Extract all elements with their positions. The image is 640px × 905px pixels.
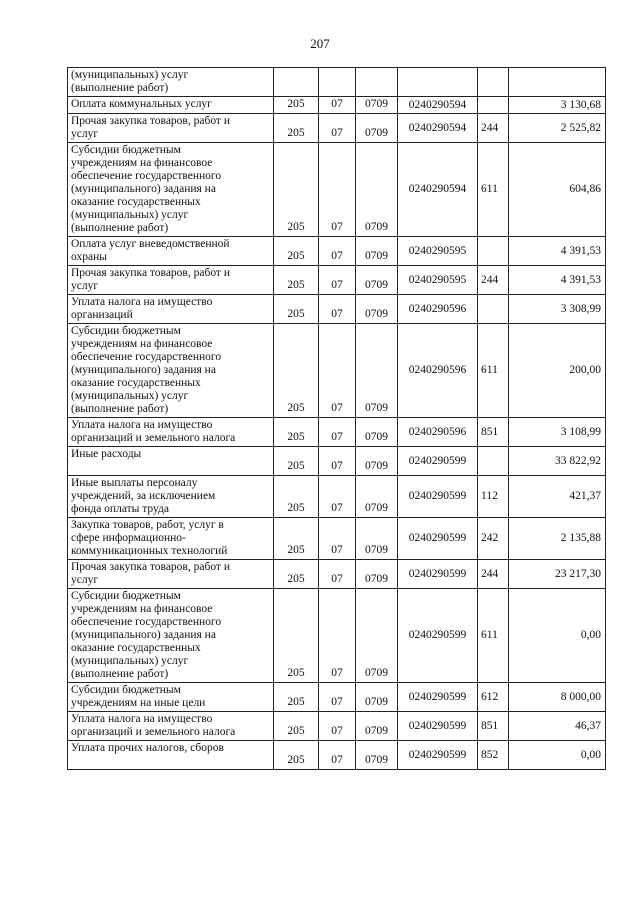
name-line: (муниципального) задания на	[71, 364, 216, 376]
cell-subsection: 0709	[356, 683, 398, 712]
name-line: (муниципальных) услуг	[71, 390, 189, 402]
page-number: 207	[310, 36, 330, 51]
cell-amount: 3 108,99	[509, 418, 606, 447]
cell-expense-type	[478, 97, 509, 114]
cell-amount: 0,00	[509, 589, 606, 683]
table-row	[68, 266, 606, 295]
cell-subsection	[356, 68, 398, 97]
table-row	[68, 683, 606, 712]
name-line: (муниципальных) услуг	[71, 209, 189, 221]
name-line: Субсидии бюджетным	[71, 144, 181, 156]
cell-department: 205	[274, 683, 319, 712]
name-line: учреждениям на финансовое	[71, 338, 213, 350]
cell-subsection: 0709	[356, 560, 398, 589]
cell-subsection: 0709	[356, 447, 398, 476]
cell-target-article: 0240290596	[398, 418, 478, 447]
cell-subsection: 0709	[356, 324, 398, 418]
cell-target-article: 0240290599	[398, 712, 478, 741]
cell-subsection: 0709	[356, 712, 398, 741]
cell-expense-type: 611	[478, 143, 509, 237]
cell-target-article: 0240290599	[398, 518, 478, 560]
cell-expense-type	[478, 295, 509, 324]
cell-expense-type: 244	[478, 114, 509, 143]
cell-name	[68, 114, 274, 143]
cell-name	[68, 589, 274, 683]
cell-target-article: 0240290599	[398, 589, 478, 683]
cell-amount: 2 525,82	[509, 114, 606, 143]
cell-amount	[509, 68, 606, 97]
cell-section: 07	[319, 237, 356, 266]
table-row	[68, 114, 606, 143]
name-line: (муниципального) задания на	[71, 629, 216, 641]
cell-section: 07	[319, 143, 356, 237]
name-line: охраны	[71, 251, 107, 263]
cell-department: 205	[274, 266, 319, 295]
cell-section	[319, 68, 356, 97]
cell-name	[68, 295, 274, 324]
name-line: Прочая закупка товаров, работ и	[71, 115, 230, 127]
name-line: Закупка товаров, работ, услуг в	[71, 519, 224, 531]
cell-amount: 3 130,68	[509, 97, 606, 114]
cell-amount: 33 822,92	[509, 447, 606, 476]
cell-amount: 4 391,53	[509, 266, 606, 295]
name-line: (выполнение работ)	[71, 668, 169, 680]
cell-section: 07	[319, 114, 356, 143]
cell-name	[68, 237, 274, 266]
cell-name	[68, 476, 274, 518]
cell-amount: 604,86	[509, 143, 606, 237]
name-line: оказание государственных	[71, 377, 201, 389]
table-row	[68, 447, 606, 476]
name-line: Оплата услуг вневедомственной	[71, 238, 230, 250]
cell-name	[68, 560, 274, 589]
cell-department: 205	[274, 712, 319, 741]
name-line: коммуникационных технологий	[71, 545, 228, 557]
name-line: Иные расходы	[71, 448, 142, 460]
cell-name	[68, 266, 274, 295]
cell-target-article: 0240290599	[398, 447, 478, 476]
name-line	[71, 755, 270, 768]
name-line: Субсидии бюджетным	[71, 590, 181, 602]
cell-section: 07	[319, 560, 356, 589]
table-row	[68, 97, 606, 114]
cell-expense-type: 612	[478, 683, 509, 712]
cell-name	[68, 418, 274, 447]
name-line: Прочая закупка товаров, работ и	[71, 561, 230, 573]
cell-target-article: 0240290595	[398, 237, 478, 266]
cell-department: 205	[274, 114, 319, 143]
table-row	[68, 712, 606, 741]
name-line: (муниципальных) услуг	[71, 655, 189, 667]
cell-name	[68, 68, 274, 97]
table-row	[68, 518, 606, 560]
cell-target-article: 0240290594	[398, 114, 478, 143]
cell-department: 205	[274, 97, 319, 114]
name-line: Уплата прочих налогов, сборов	[71, 742, 224, 754]
name-line: организаций и земельного налога	[71, 432, 236, 444]
cell-department: 205	[274, 295, 319, 324]
cell-amount: 3 308,99	[509, 295, 606, 324]
cell-amount: 0,00	[509, 741, 606, 770]
cell-name	[68, 97, 274, 114]
cell-name	[68, 683, 274, 712]
name-line: услуг	[71, 128, 99, 140]
name-line: организаций	[71, 309, 133, 321]
name-line: (выполнение работ)	[71, 82, 169, 94]
cell-name	[68, 741, 274, 770]
cell-subsection: 0709	[356, 237, 398, 266]
cell-amount: 4 391,53	[509, 237, 606, 266]
cell-subsection: 0709	[356, 476, 398, 518]
cell-expense-type: 611	[478, 324, 509, 418]
cell-target-article: 0240290594	[398, 97, 478, 114]
cell-section: 07	[319, 589, 356, 683]
name-line: услуг	[71, 574, 99, 586]
name-line: Субсидии бюджетным	[71, 325, 181, 337]
table-row	[68, 295, 606, 324]
table-row	[68, 560, 606, 589]
name-line: фонда оплаты труда	[71, 503, 170, 515]
name-line: Субсидии бюджетным	[71, 684, 181, 696]
cell-section: 07	[319, 418, 356, 447]
name-line: обеспечение государственного	[71, 351, 222, 363]
cell-target-article: 0240290599	[398, 560, 478, 589]
name-line: Уплата налога на имущество	[71, 419, 213, 431]
table-row	[68, 68, 606, 97]
table-row	[68, 237, 606, 266]
cell-section: 07	[319, 712, 356, 741]
table-row	[68, 741, 606, 770]
name-line: Уплата налога на имущество	[71, 296, 213, 308]
name-line: учреждениям на финансовое	[71, 603, 213, 615]
name-line: Оплата коммунальных услуг	[71, 98, 212, 110]
cell-subsection: 0709	[356, 589, 398, 683]
cell-section: 07	[319, 324, 356, 418]
name-line: Прочая закупка товаров, работ и	[71, 267, 230, 279]
name-line: учреждениям на иные цели	[71, 697, 206, 709]
cell-amount: 2 135,88	[509, 518, 606, 560]
cell-subsection: 0709	[356, 518, 398, 560]
cell-subsection: 0709	[356, 266, 398, 295]
name-line: Иные выплаты персоналу	[71, 477, 198, 489]
table-body	[68, 68, 606, 770]
name-line: услуг	[71, 280, 99, 292]
cell-section: 07	[319, 518, 356, 560]
cell-expense-type: 242	[478, 518, 509, 560]
cell-subsection: 0709	[356, 418, 398, 447]
cell-target-article: 0240290599	[398, 683, 478, 712]
cell-target-article: 0240290596	[398, 295, 478, 324]
cell-expense-type: 112	[478, 476, 509, 518]
cell-name	[68, 324, 274, 418]
table-row	[68, 324, 606, 418]
cell-department	[274, 68, 319, 97]
cell-subsection: 0709	[356, 741, 398, 770]
name-line: (муниципальных) услуг	[71, 69, 189, 81]
cell-target-article	[398, 68, 478, 97]
cell-department: 205	[274, 237, 319, 266]
name-line: (муниципального) задания на	[71, 183, 216, 195]
name-line: сфере информационно-	[71, 532, 186, 544]
cell-department: 205	[274, 418, 319, 447]
cell-name	[68, 712, 274, 741]
cell-expense-type: 244	[478, 266, 509, 295]
cell-department: 205	[274, 518, 319, 560]
cell-amount: 8 000,00	[509, 683, 606, 712]
cell-department: 205	[274, 476, 319, 518]
cell-section: 07	[319, 683, 356, 712]
name-line: учреждений, за исключением	[71, 490, 216, 502]
cell-target-article: 0240290596	[398, 324, 478, 418]
table-row	[68, 476, 606, 518]
cell-amount: 46,37	[509, 712, 606, 741]
cell-section: 07	[319, 476, 356, 518]
cell-department: 205	[274, 447, 319, 476]
name-line: учреждениям на финансовое	[71, 157, 213, 169]
cell-amount: 23 217,30	[509, 560, 606, 589]
cell-subsection: 0709	[356, 143, 398, 237]
cell-target-article: 0240290595	[398, 266, 478, 295]
cell-subsection: 0709	[356, 114, 398, 143]
cell-department: 205	[274, 560, 319, 589]
cell-expense-type: 852	[478, 741, 509, 770]
budget-table	[67, 67, 606, 770]
name-line: организаций и земельного налога	[71, 726, 236, 738]
cell-expense-type	[478, 447, 509, 476]
name-line: (выполнение работ)	[71, 222, 169, 234]
name-line: оказание государственных	[71, 196, 201, 208]
table-row	[68, 143, 606, 237]
cell-expense-type	[478, 68, 509, 97]
cell-department: 205	[274, 741, 319, 770]
table-row	[68, 589, 606, 683]
cell-amount: 421,37	[509, 476, 606, 518]
cell-department: 205	[274, 324, 319, 418]
cell-name	[68, 518, 274, 560]
name-line: обеспечение государственного	[71, 616, 222, 628]
cell-department: 205	[274, 589, 319, 683]
cell-name	[68, 447, 274, 476]
cell-department: 205	[274, 143, 319, 237]
cell-expense-type: 851	[478, 418, 509, 447]
cell-section: 07	[319, 447, 356, 476]
name-line: обеспечение государственного	[71, 170, 222, 182]
cell-target-article: 0240290599	[398, 741, 478, 770]
name-line: Уплата налога на имущество	[71, 713, 213, 725]
cell-target-article: 0240290599	[398, 476, 478, 518]
cell-section: 07	[319, 266, 356, 295]
name-line: (выполнение работ)	[71, 403, 169, 415]
cell-subsection: 0709	[356, 97, 398, 114]
cell-section: 07	[319, 295, 356, 324]
table-row	[68, 418, 606, 447]
cell-section: 07	[319, 97, 356, 114]
cell-amount: 200,00	[509, 324, 606, 418]
cell-expense-type: 244	[478, 560, 509, 589]
cell-subsection: 0709	[356, 295, 398, 324]
cell-section: 07	[319, 741, 356, 770]
cell-name	[68, 143, 274, 237]
name-line: оказание государственных	[71, 642, 201, 654]
cell-expense-type	[478, 237, 509, 266]
name-line	[71, 461, 270, 474]
cell-expense-type: 611	[478, 589, 509, 683]
cell-target-article: 0240290594	[398, 143, 478, 237]
cell-expense-type: 851	[478, 712, 509, 741]
